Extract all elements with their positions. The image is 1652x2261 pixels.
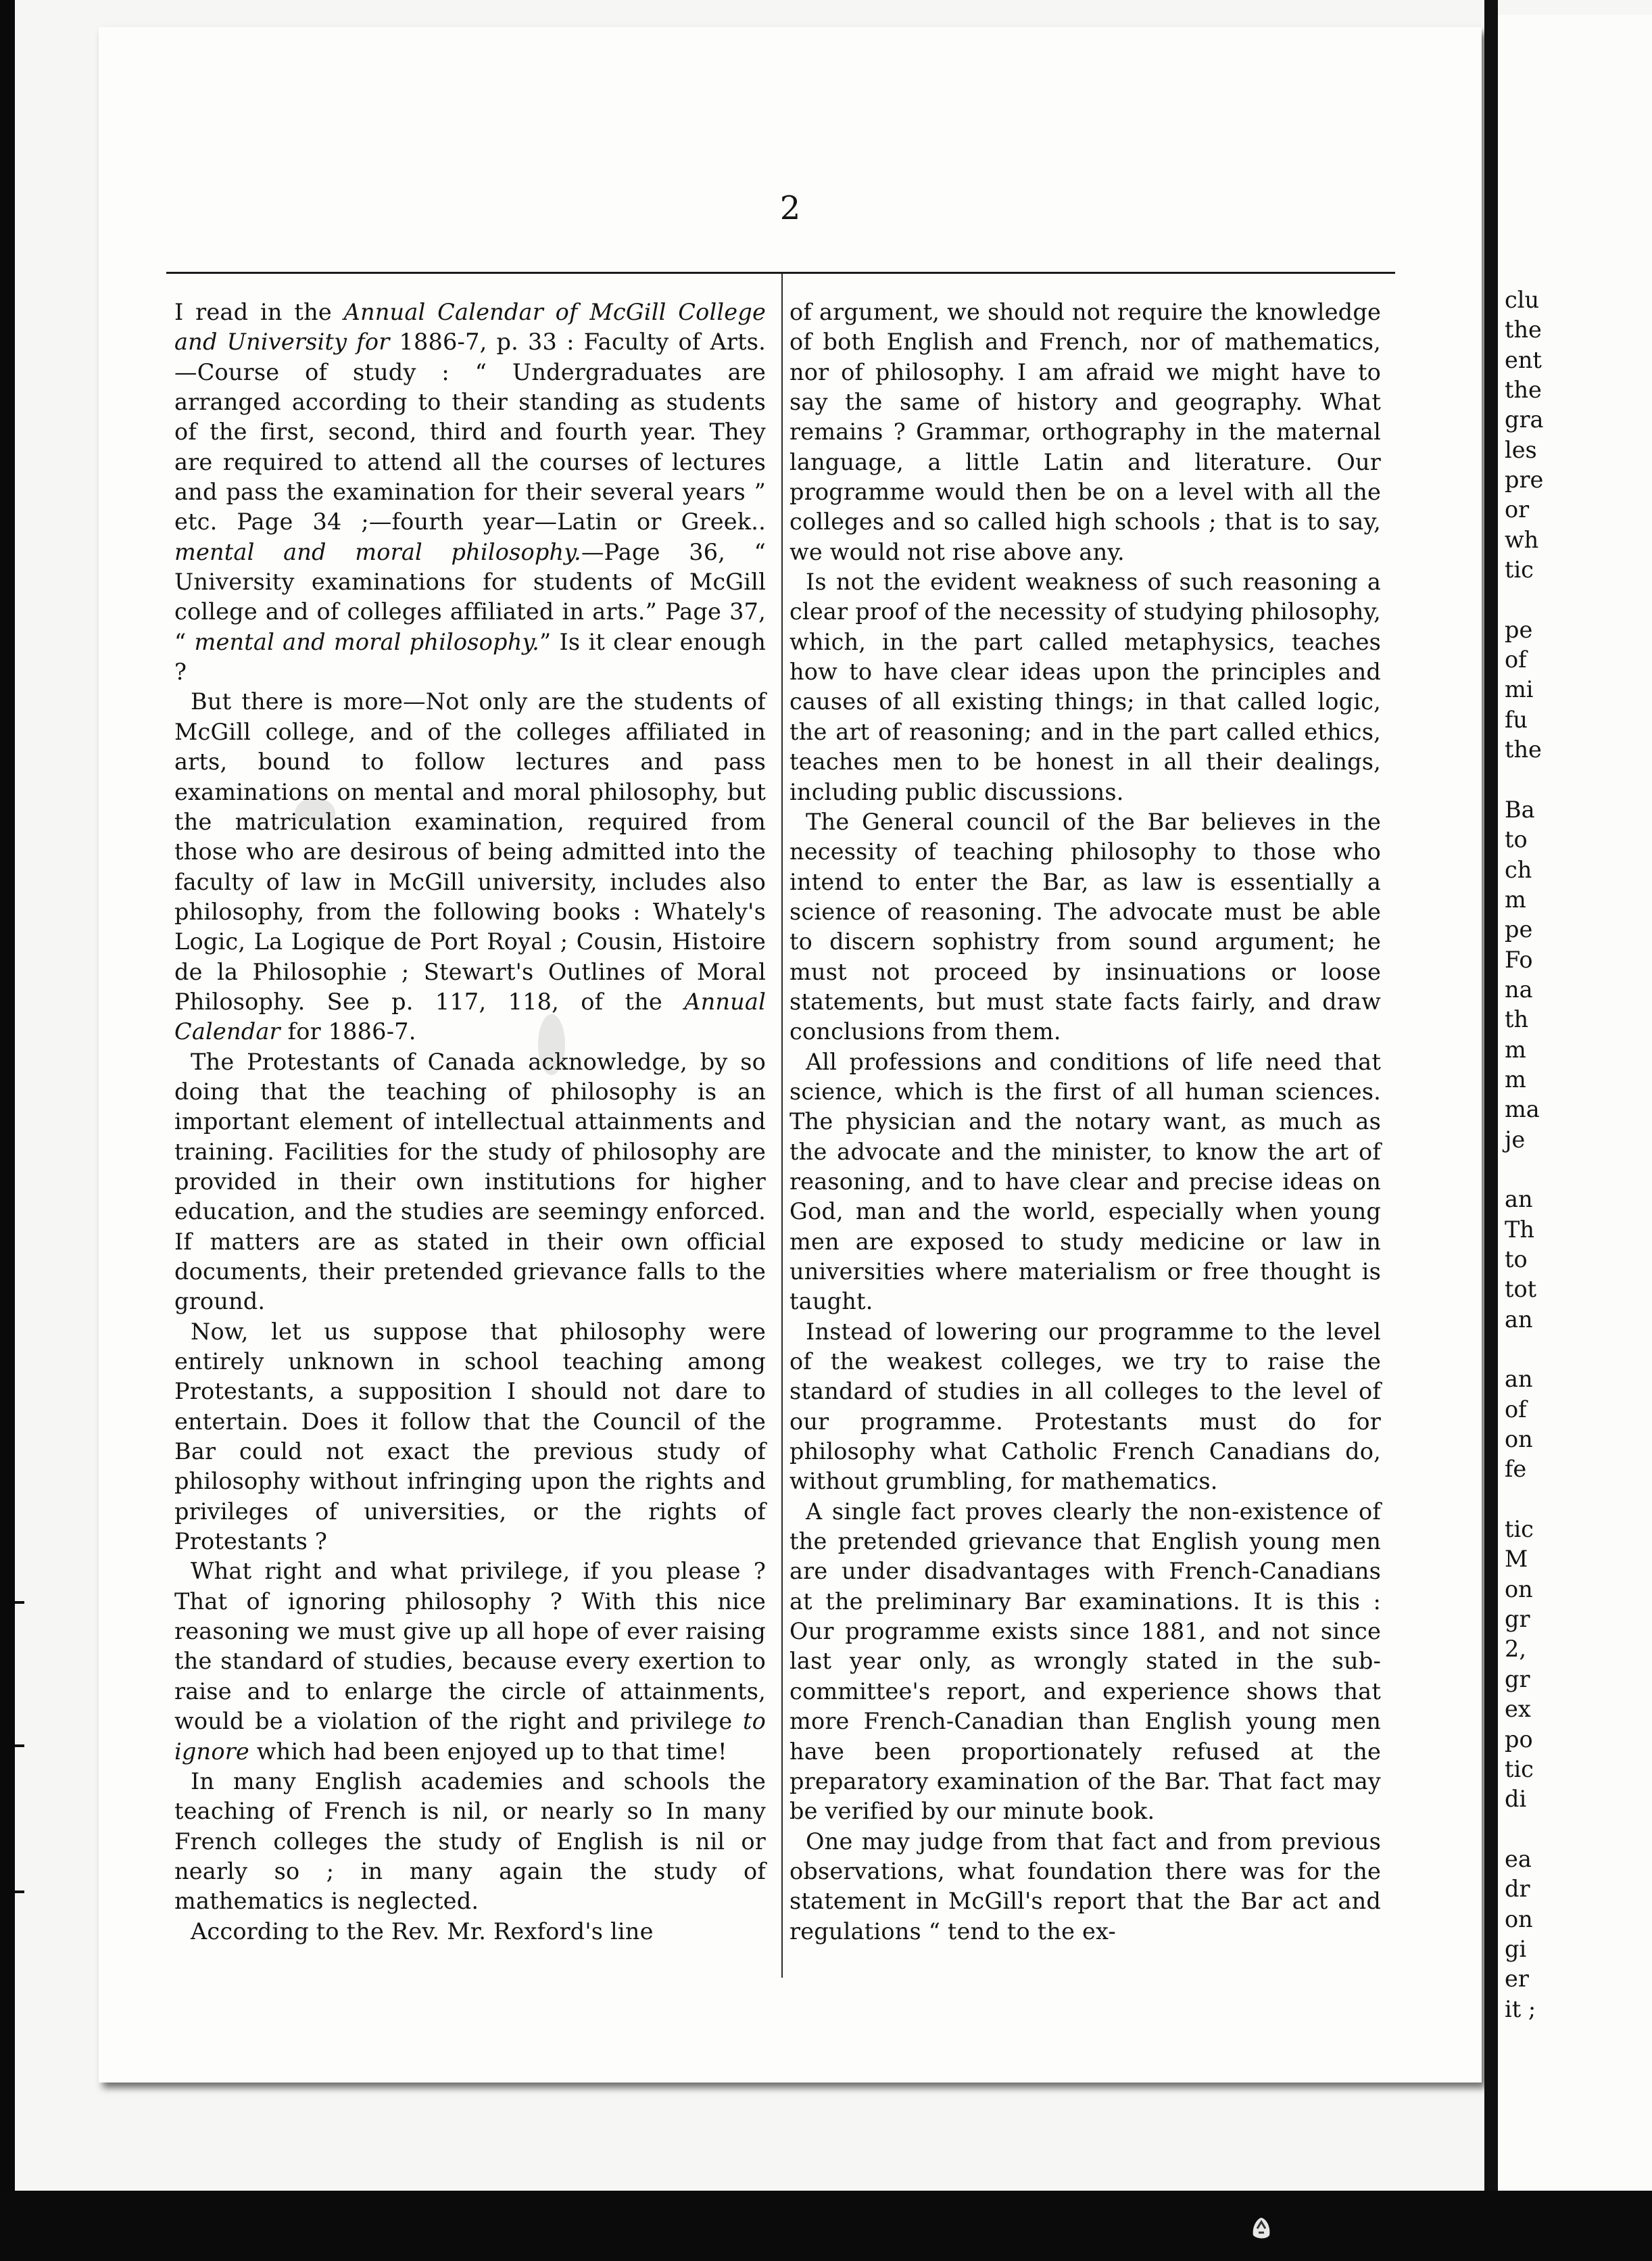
scan-left-edge	[0, 0, 15, 2261]
adjacent-page-line-fragment: Th	[1505, 1216, 1534, 1243]
adjacent-page-line-fragment: di	[1505, 1786, 1527, 1813]
paragraph: The General council of the Bar believes in the necessity of teaching philosophy to those who intend to enter the Bar, as law is essentially a science of reasoning. The advocate must be able to discern sophistry from sound argument; he must not proceed by insinuations or loose statements, but must state facts fairly, and draw conclusions from them.	[789, 808, 1381, 1045]
adjacent-page-line-fragment: pe	[1505, 616, 1533, 643]
paragraph: Is not the evident weakness of such reasoning a clear proof of the necessity of studying philosophy, which, in the part called metaphysics, teaches how to have clear ideas upon the principles and causes of all existing things; in that called logic, the art of reasoning; and in the part called ethics, teaches men to be honest in all their dealings, including public discussions.	[789, 569, 1381, 805]
adjacent-page-line-fragment: gr	[1505, 1665, 1530, 1692]
adjacent-page-line-fragment: gr	[1505, 1606, 1530, 1633]
adjacent-page-line-fragment: mi	[1505, 676, 1534, 703]
adjacent-page-text	[1505, 285, 1652, 2024]
adjacent-page-line-fragment: je	[1505, 1126, 1526, 1153]
paragraph: of argument, we should not require the knowledge of both English and French, nor of mathematics, nor of philosophy. I am afraid we might have to say the same of history and geography. What remains ? Grammar, orthography in the maternal language, a little Latin and literature. Our programme would then be on a level with all the colleges and so called high schools ; that is to say, we would not rise above any.	[789, 299, 1381, 565]
adjacent-page-line-fragment: tic	[1505, 1755, 1534, 1782]
adjacent-page-line-fragment: ea	[1505, 1845, 1532, 1872]
middle-text-column	[789, 298, 1381, 1947]
adjacent-page-line-fragment: of	[1505, 646, 1527, 673]
paragraph: According to the Rev. Mr. Rexford's line	[191, 1918, 654, 1945]
paragraph: One may judge from that fact and from previous observations, what foundation there was for the statement in McGill's report that the Bar act and regulations “ tend to the ex-	[789, 1828, 1381, 1945]
adjacent-page-line-fragment: an	[1505, 1306, 1533, 1333]
adjacent-page-line-fragment: the	[1505, 377, 1542, 404]
adjacent-page-line-fragment: fe	[1505, 1456, 1527, 1483]
adjacent-page-line-fragment: pre	[1505, 467, 1544, 494]
adjacent-page-line-fragment: er	[1505, 1966, 1529, 1993]
adjacent-page-line-fragment: fu	[1505, 706, 1528, 733]
paragraph: Now, let us suppose that philosophy were entirely unknown in school teaching among Protestants, a supposition I should not dare to entertain. Does it follow that the Council of the Bar could not exact the previous study of philosophy without infringing upon the rights and privileges of universities, or the rights of Protestants ?	[174, 1318, 766, 1555]
page-number: 2	[779, 189, 801, 227]
adjacent-page-line-fragment: Ba	[1505, 796, 1535, 823]
adjacent-page-line-fragment: to	[1505, 826, 1528, 853]
paragraph: In many English academies and schools the teaching of French is nil, or nearly so In many French colleges the study of English is nil or nearly so ; in many again the study of mathematics is neglected.	[174, 1767, 766, 1915]
scan-edge-mark	[15, 1890, 24, 1893]
adjacent-page-line-fragment	[1505, 1815, 1652, 1844]
adjacent-page-line-fragment: les	[1505, 436, 1537, 463]
paragraph: I read in the Annual Calendar of McGill College and University for 1886-7, p. 33 : Faculty of Arts.—Course of study : “ Undergraduates are arranged according to their standing as students of the first, second, third and fourth year. They are required to attend all the courses of lectures and pass the examination for their several years ” etc. Page 34 ;—fourth year—Latin or Greek.. mental and moral philosophy.—Page 36, “ University examinations for students of McGill college and of colleges affiliated in arts.” Page 37, “ mental and moral philosophy.” Is it clear enough ?	[174, 299, 766, 686]
paragraph: The Protestants of Canada acknowledge, by so doing that the teaching of philosophy is an important element of intellectual attainments and training. Facilities for the study of philosophy are provided in their own institutions for higher education, and the studies are seemingy enforced. If matters are as stated in their own official documents, their pretended grievance falls to the ground.	[174, 1048, 766, 1315]
adjacent-page-line-fragment: ch	[1505, 856, 1532, 883]
adjacent-page-line-fragment: 2,	[1505, 1636, 1526, 1663]
adjacent-page-line-fragment: th	[1505, 1006, 1529, 1033]
adjacent-page-line-fragment: gra	[1505, 406, 1544, 433]
adjacent-page-line-fragment: ex	[1505, 1696, 1531, 1723]
left-text-column	[174, 298, 766, 1947]
adjacent-page-line-fragment: po	[1505, 1726, 1533, 1753]
adjacent-page-line-fragment: tic	[1505, 1516, 1534, 1543]
adjacent-page-line-fragment: Fo	[1505, 946, 1533, 973]
adjacent-page-line-fragment: or	[1505, 496, 1530, 523]
adjacent-page-line-fragment: tic	[1505, 556, 1534, 584]
adjacent-page-line-fragment: na	[1505, 976, 1533, 1003]
library-stamp-icon	[1249, 2212, 1273, 2242]
adjacent-page-line-fragment: on	[1505, 1575, 1533, 1602]
paragraph: What right and what privilege, if you please ? That of ignoring philosophy ? With this nice reasoning we must give up all hope of ever raising the standard of studies, because every exertion to raise and to enlarge the circle of attainments, would be a violation of the right and privilege to ignore which had been enjoyed up to that time!	[174, 1558, 766, 1765]
adjacent-page-line-fragment: tot	[1505, 1276, 1537, 1303]
adjacent-page-fragment	[1498, 15, 1652, 2191]
adjacent-page-line-fragment: wh	[1505, 526, 1539, 553]
adjacent-page-line-fragment: of	[1505, 1396, 1527, 1423]
scan-bottom-edge	[0, 2191, 1652, 2261]
adjacent-page-line-fragment: an	[1505, 1366, 1533, 1393]
adjacent-page-line-fragment: ma	[1505, 1096, 1540, 1123]
adjacent-page-line-fragment: gi	[1505, 1935, 1527, 1962]
adjacent-page-line-fragment: m	[1505, 1036, 1526, 1063]
adjacent-page-line-fragment: m	[1505, 1066, 1526, 1093]
page-gap	[1484, 0, 1498, 2191]
adjacent-page-line-fragment: m	[1505, 886, 1526, 913]
adjacent-page-line-fragment: the	[1505, 736, 1542, 763]
paragraph: All professions and conditions of life need that science, which is the first of all human sciences. The physician and the notary want, as much as the advocate and the minister, to know the art of reasoning, and to have clear and precise ideas on God, man and the world, especially when young men are exposed to study medicine or law in universities where materialism or free thought is taught.	[789, 1048, 1381, 1315]
adjacent-page-line-fragment	[1505, 585, 1652, 615]
adjacent-page-line-fragment: on	[1505, 1905, 1533, 1932]
scan-edge-mark	[15, 1601, 24, 1604]
adjacent-page-line-fragment: to	[1505, 1246, 1528, 1272]
column-divider	[781, 274, 783, 1978]
adjacent-page-line-fragment: M	[1505, 1546, 1528, 1573]
adjacent-page-line-fragment: an	[1505, 1186, 1533, 1213]
adjacent-page-line-fragment: dr	[1505, 1876, 1530, 1903]
paragraph: But there is more—Not only are the students of McGill college, and of the colleges affiliated in arts, bound to follow lectures and pass examinations on mental and moral philosophy, but the matriculation examination, required from those who are desirous of being admitted into the faculty of law in McGill university, includes also philosophy, from the following books : Whately's Logic, La Logique de Port Royal ; Cousin, Histoire de la Philosophie ; Stewart's Outlines of Moral Philosophy. See p. 117, 118, of the Annual Calendar for 1886-7.	[174, 688, 766, 1045]
adjacent-page-line-fragment: it ;	[1505, 1995, 1536, 2022]
scan-edge-mark	[15, 1744, 24, 1747]
adjacent-page-line-fragment: clu	[1505, 287, 1540, 313]
paragraph: Instead of lowering our programme to the level of the weakest colleges, we try to raise the standard of studies in all colleges to the level of our programme. Protestants must do for philosophy what Catholic French Canadians do, without grumbling, for mathematics.	[789, 1318, 1381, 1495]
adjacent-page-line-fragment	[1505, 765, 1652, 795]
adjacent-page-line-fragment	[1505, 1155, 1652, 1185]
document-page	[99, 27, 1482, 2082]
header-rule	[166, 272, 1395, 274]
adjacent-page-line-fragment	[1505, 1335, 1652, 1364]
paragraph: A single fact proves clearly the non-existence of the pretended grievance that English young men are under disadvantages with French-Canadians at the preliminary Bar examinations. It is this : Our programme exists since 1881, and not since last year only, as wrongly stated in the sub-committee's report, and experience shows that more French-Canadian than English young men have been proportionately refused at the preparatory examination of the Bar. That fact may be verified by our minute book.	[789, 1498, 1381, 1825]
adjacent-page-line-fragment: the	[1505, 316, 1542, 343]
adjacent-page-line-fragment: pe	[1505, 916, 1533, 943]
adjacent-page-line-fragment: on	[1505, 1426, 1533, 1453]
adjacent-page-line-fragment	[1505, 1485, 1652, 1515]
adjacent-page-line-fragment: ent	[1505, 346, 1542, 373]
